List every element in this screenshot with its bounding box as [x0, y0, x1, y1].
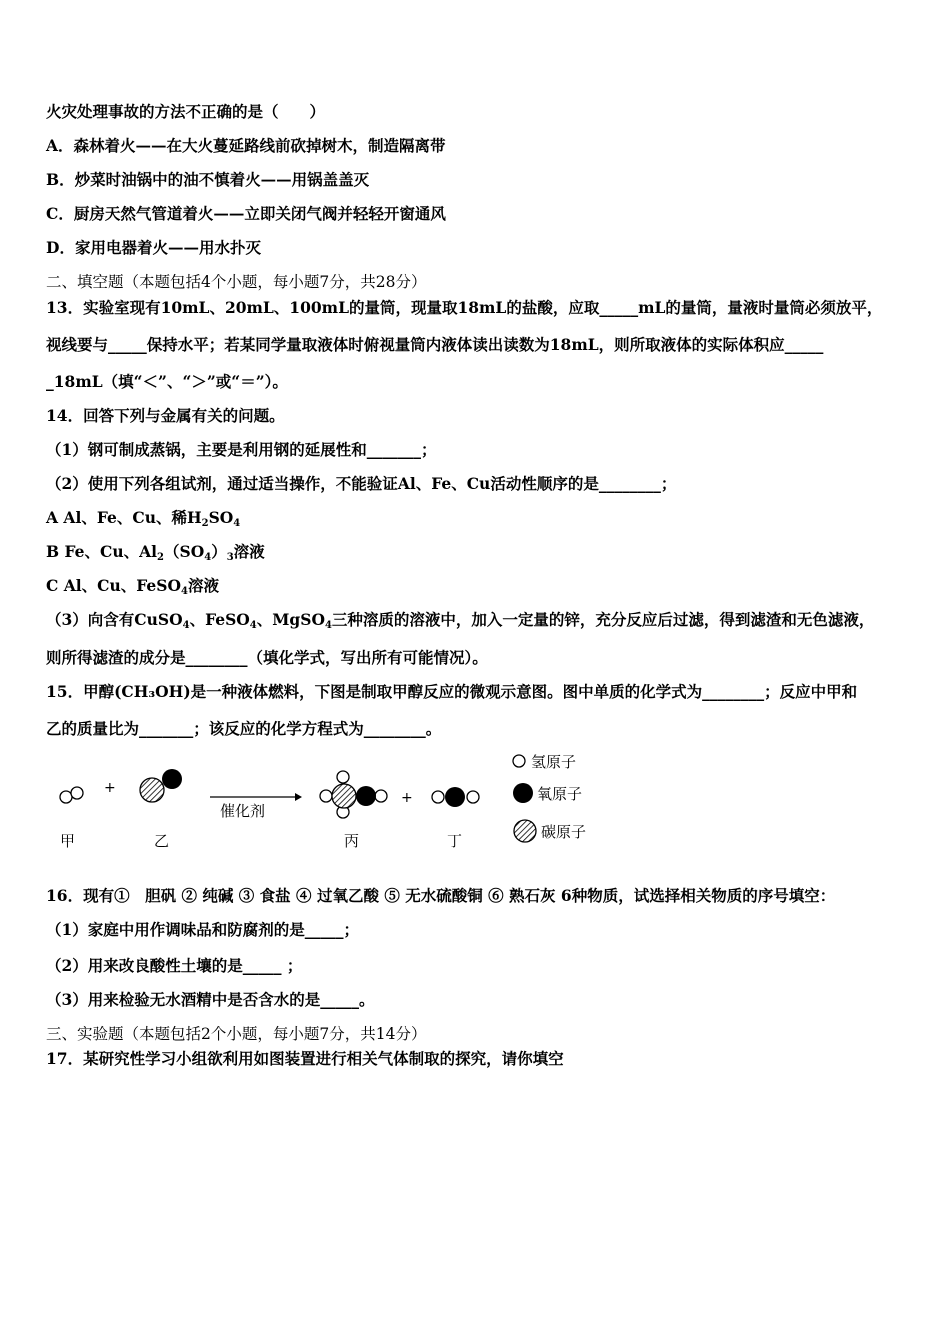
legend-carbon-icon	[514, 820, 536, 842]
molecule-bing-ch3oh	[320, 771, 387, 818]
hydrogen-atom	[320, 790, 332, 802]
reaction-micro-diagram	[50, 748, 610, 858]
q12-option-b: B．炒菜时油锅中的油不慎着火——用锅盖盖灭	[46, 170, 370, 189]
plus-sign-2: +	[401, 790, 413, 806]
q16-stem: 16．现有① 胆矾 ② 纯碱 ③ 食盐 ④ 过氧乙酸 ⑤ 无水硫酸铜 ⑥ 熟石灰 6种物质，试选择相关物质的序号填空：	[46, 886, 836, 905]
section-2-heading: 二、填空题（本题包括4个小题，每小题7分，共28分）	[46, 273, 427, 291]
hydrogen-atom	[71, 787, 83, 799]
q13-line-1: 13．实验室现有10mL、20mL、100mL的量筒，现量取18mL的盐酸，应取_____mL的量筒，量液时量筒必须放平，	[46, 298, 883, 317]
hydrogen-atom	[432, 791, 444, 803]
q15-line-2: 乙的质量比为_______；该反应的化学方程式为________。	[46, 719, 442, 738]
q12-option-c: C．厨房天然气管道着火——立即关闭气阀并轻轻开窗通风	[46, 204, 446, 223]
q12-option-d: D．家用电器着火——用水扑灭	[46, 238, 261, 257]
oxygen-atom	[445, 787, 465, 807]
carbon-atom	[140, 778, 164, 802]
q16-part-2: （2）用来改良酸性土壤的是_____ ；	[46, 956, 303, 975]
label-ding: 丁	[447, 832, 463, 850]
hydrogen-atom	[375, 790, 387, 802]
molecule-yi-co	[140, 769, 182, 802]
q14-option-b: B Fe、Cu、$Al_2(SO_4)_3$溶液	[46, 542, 265, 563]
label-jia: 甲	[60, 832, 76, 850]
legend	[513, 753, 586, 842]
hydrogen-atom	[60, 791, 72, 803]
q17-stem: 17．某研究性学习小组欲利用如图装置进行相关气体制取的探究，请你填空	[46, 1049, 564, 1068]
molecule-jia-h2	[60, 787, 83, 803]
legend-carbon-label: 碳原子	[541, 823, 587, 841]
legend-oxygen-icon	[513, 783, 533, 803]
q14-part-1: （1）钢可制成蒸锅，主要是利用钢的延展性和_______；	[46, 440, 437, 459]
carbon-atom	[332, 784, 356, 808]
q16-part-3: （3）用来检验无水酒精中是否含水的是_____。	[46, 990, 375, 1009]
section-3-heading: 三、实验题（本题包括2个小题，每小题7分，共14分）	[46, 1025, 427, 1043]
label-yi: 乙	[154, 832, 170, 850]
reaction-arrow	[210, 793, 302, 801]
legend-oxygen-label: 氧原子	[537, 785, 583, 803]
catalyst-label: 催化剂	[220, 802, 266, 820]
plus-sign-1: +	[104, 780, 116, 796]
hydrogen-atom	[467, 791, 479, 803]
q13-line-2: 视线要与_____保持水平；若某同学量取液体时俯视量筒内液体读出读数为18mL，则所取液体的实际体积应_____	[46, 335, 824, 354]
q14-part-3-line-2: 则所得滤渣的成分是________（填化学式，写出所有可能情况）。	[46, 648, 488, 667]
hydrogen-atom	[337, 771, 349, 783]
q12-stem: 火灾处理事故的方法不正确的是（ ）	[46, 102, 326, 121]
legend-hydrogen-icon	[513, 755, 525, 767]
q14-option-a: A Al、Fe、Cu、稀$H_2SO_4$	[46, 508, 241, 529]
oxygen-atom	[356, 786, 376, 806]
oxygen-atom	[162, 769, 182, 789]
q14-option-c: C Al、Cu、FeSO$_4$溶液	[46, 576, 219, 597]
legend-hydrogen-label: 氢原子	[531, 753, 577, 771]
q16-part-1: （1）家庭中用作调味品和防腐剂的是_____；	[46, 920, 360, 939]
label-bing: 丙	[344, 832, 360, 850]
q15-line-1: 15．甲醇(CH₃OH)是一种液体燃料，下图是制取甲醇反应的微观示意图。图中单质的化学式为________；反应中甲和	[46, 682, 858, 701]
molecule-ding-h2o	[432, 787, 479, 807]
q14-stem: 14．回答下列与金属有关的问题。	[46, 406, 285, 425]
q12-option-a: A．森林着火——在大火蔓延路线前砍掉树木，制造隔离带	[46, 136, 446, 155]
q14-part-2: （2）使用下列各组试剂，通过适当操作，不能验证Al、Fe、Cu活动性顺序的是________；	[46, 474, 677, 493]
q14-part-3: （3）向含有CuSO$_4$、FeSO$_4$、MgSO$_4$三种溶质的溶液中，加入一定量的锌，充分反应后过滤，得到滤渣和无色滤液，	[46, 610, 875, 631]
q13-line-3: _18mL（填“＜”、“＞”或“＝”）。	[46, 372, 288, 391]
